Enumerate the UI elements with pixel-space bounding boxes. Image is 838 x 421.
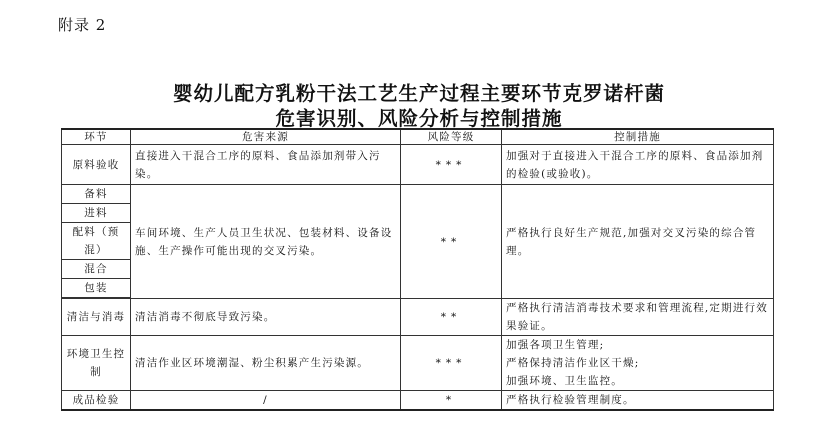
risk-cell: *** (401, 145, 502, 185)
stage-cell: 清洁与消毒 (62, 299, 131, 336)
control-line: 加强环境、卫生监控。 (506, 375, 623, 387)
stage-cell: 包装 (62, 279, 131, 298)
document-title-line-2: 危害识别、风险分析与控制措施 (275, 107, 563, 130)
risk-cell: * (401, 391, 502, 411)
control-cell: 严格执行检验管理制度。 (502, 391, 774, 411)
control-line: 严格保持清洁作业区干燥; (506, 357, 640, 369)
stage-cell: 环境卫生控制 (62, 336, 131, 391)
table-row (62, 299, 774, 336)
document-title-line-1: 婴幼儿配方乳粉干法工艺生产过程主要环节克罗诺杆菌 (172, 82, 665, 105)
hazard-cell: 直接进入干混合工序的原料、食品添加剂带入污染。 (131, 145, 401, 185)
stage-cell: 原料验收 (62, 145, 131, 185)
risk-cell: *** (401, 336, 502, 391)
table-row (62, 391, 774, 411)
hazard-cell: 清洁作业区环境潮湿、粉尘积累产生污染源。 (131, 336, 401, 391)
stage-cell: 混合 (62, 260, 131, 279)
table-row (62, 336, 774, 391)
control-cell: 严格执行清洁消毒技术要求和管理流程,定期进行效果验证。 (502, 299, 774, 336)
table-row (62, 185, 774, 204)
control-cell: 加强对于直接进入干混合工序的原料、食品添加剂的检验(或验收)。 (502, 145, 774, 185)
header-risk-level: 风险等级 (401, 129, 502, 145)
stage-cell: 进料 (62, 204, 131, 223)
header-hazard-source: 危害来源 (131, 129, 401, 145)
control-cell (502, 336, 774, 391)
table-header-row (62, 129, 774, 145)
hazard-cell: 车间环境、生产人员卫生状况、包装材料、设备设施、生产操作可能出现的交叉污染。 (131, 185, 401, 299)
header-control-measures: 控制措施 (502, 129, 774, 145)
control-cell: 严格执行良好生产规范,加强对交叉污染的综合管理。 (502, 185, 774, 299)
risk-cell: ** (401, 185, 502, 299)
risk-cell: ** (401, 299, 502, 336)
stage-cell: 成品检验 (62, 391, 131, 411)
stage-cell: 备料 (62, 185, 131, 204)
hazard-control-table (61, 128, 774, 411)
table-row (62, 145, 774, 185)
stage-cell: 配料（预混） (62, 223, 131, 260)
appendix-label: 附录 2 (58, 16, 107, 34)
hazard-cell: / (131, 391, 401, 411)
control-line: 加强各项卫生管理; (506, 339, 605, 351)
hazard-cell: 清洁消毒不彻底导致污染。 (131, 299, 401, 336)
header-stage: 环节 (62, 129, 131, 145)
